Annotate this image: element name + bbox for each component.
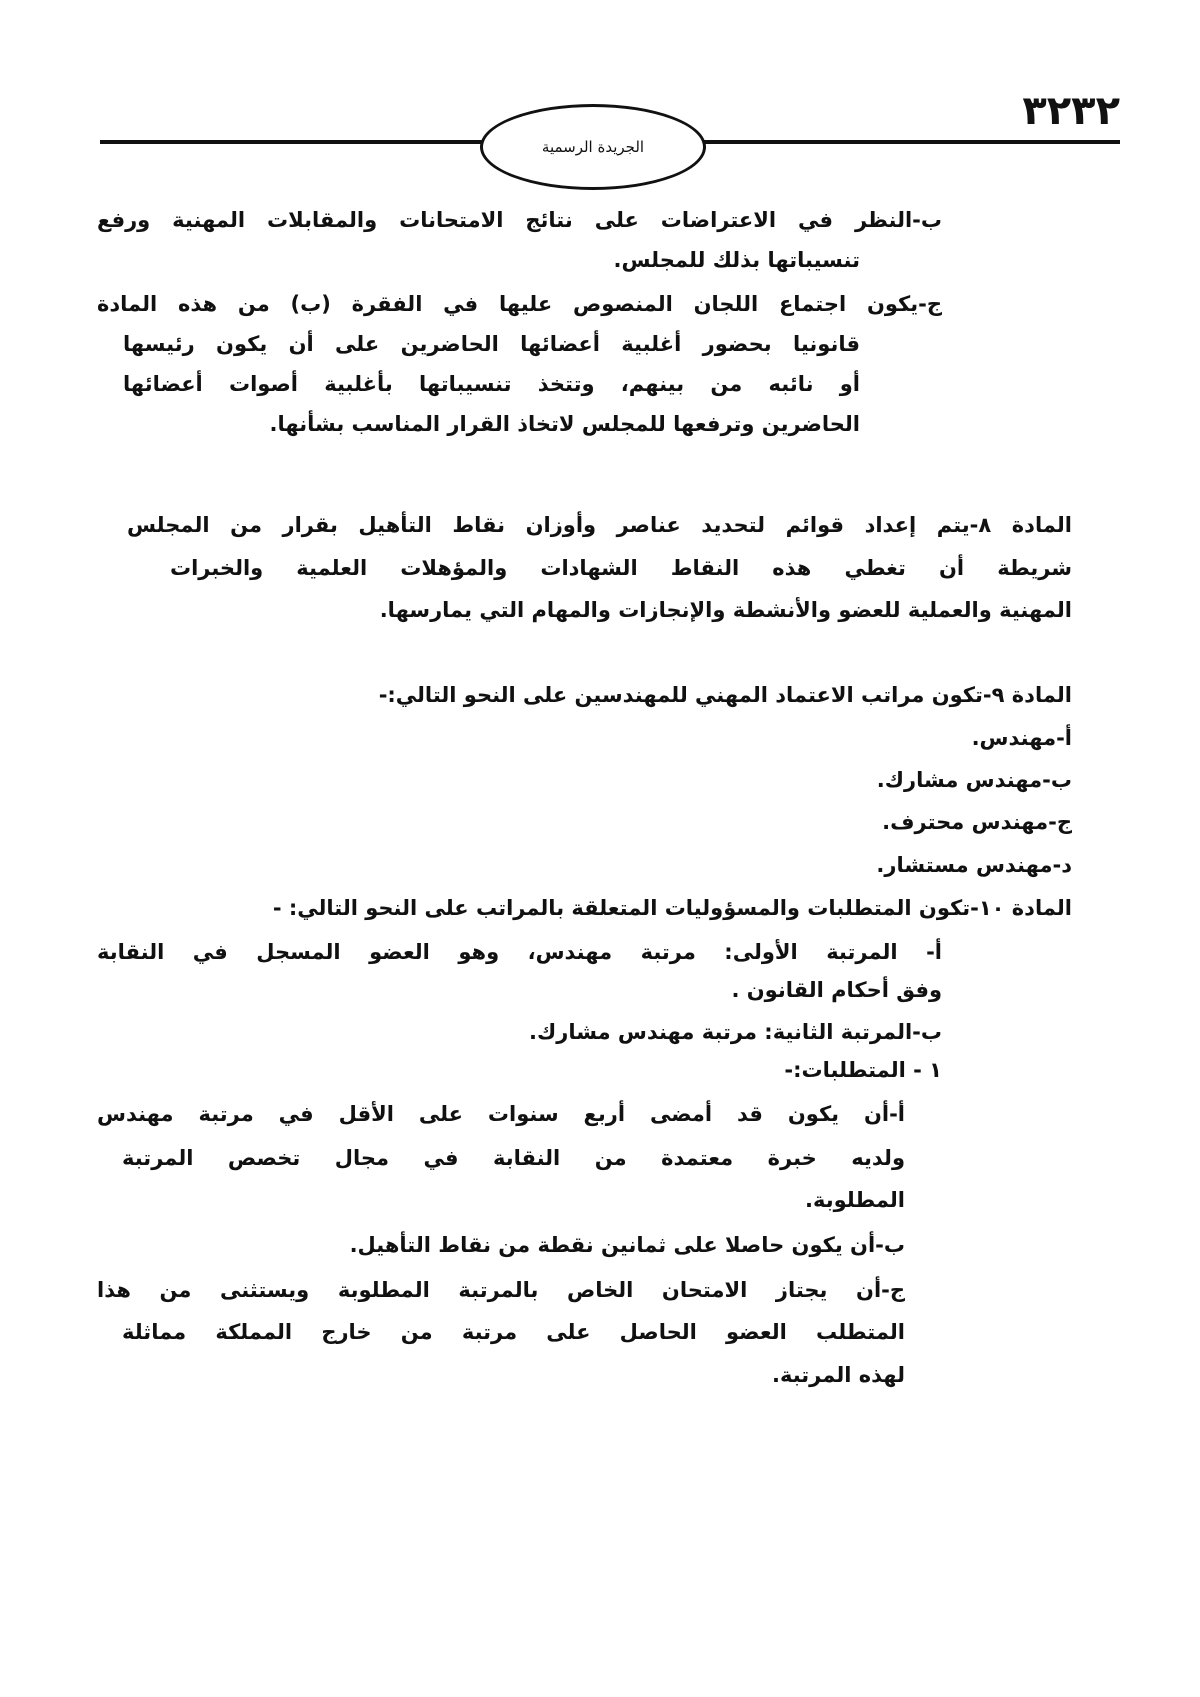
text-line: المادة ٩-تكون مراتب الاعتماد المهني للمهندسين على النحو التالي:- [378,683,1072,707]
text-line: ج-يكون اجتماع اللجان المنصوص عليها في الفقرة (ب) من هذه المادة [97,292,942,316]
text-line: د-مهندس مستشار. [876,853,1072,877]
text-line: ج-مهندس محترف. [882,810,1072,834]
text-line: ب-مهندس مشارك. [876,768,1072,792]
text-line: ولديه خبرة معتمدة من النقابة في مجال تخصص المرتبة [122,1146,905,1170]
text-line: المتطلب العضو الحاصل على مرتبة من خارج المملكة مماثلة [122,1320,905,1344]
text-line: ١ - المتطلبات:- [784,1058,942,1082]
text-line: ب-المرتبة الثانية: مرتبة مهندس مشارك. [529,1020,942,1044]
text-line: ج-أن يجتاز الامتحان الخاص بالمرتبة المطلوبة ويستثنى من هذا [97,1278,905,1302]
text-line: المهنية والعملية للعضو والأنشطة والإنجازات والمهام التي يمارسها. [379,598,1072,622]
text-line: أو نائبه من بينهم، وتتخذ تنسيباتها بأغلبية أصوات أعضائها [123,372,860,396]
text-line: المادة ١٠-تكون المتطلبات والمسؤوليات المتعلقة بالمراتب على النحو التالي: - [272,896,1072,920]
text-line: تنسيباتها بذلك للمجلس. [613,248,860,272]
text-line: قانونيا بحضور أغلبية أعضائها الحاضرين على أن يكون رئيسها [123,332,860,356]
text-line: ب-أن يكون حاصلا على ثمانين نقطة من نقاط التأهيل. [349,1233,905,1257]
gazette-title: الجريدة الرسمية [541,138,645,156]
text-line: شريطة أن تغطي هذه النقاط الشهادات والمؤهلات العلمية والخبرات [170,556,1072,580]
text-line: لهذه المرتبة. [772,1363,905,1387]
gazette-title-ellipse [480,104,706,190]
text-line: أ-أن يكون قد أمضى أربع سنوات على الأقل في مرتبة مهندس [97,1102,905,1126]
text-line: ب-النظر في الاعتراضات على نتائج الامتحانات والمقابلات المهنية ورفع [97,208,942,232]
text-line: أ- المرتبة الأولى: مرتبة مهندس، وهو العضو المسجل في النقابة [97,940,942,964]
text-line: وفق أحكام القانون . [731,978,942,1002]
page-number: ٣٢٣٢ [1022,88,1120,134]
text-line: الحاضرين وترفعها للمجلس لاتخاذ القرار المناسب بشأنها. [269,412,860,436]
text-line: المطلوبة. [805,1188,905,1212]
text-line: أ-مهندس. [971,726,1072,750]
text-line: المادة ٨-يتم إعداد قوائم لتحديد عناصر وأوزان نقاط التأهيل بقرار من المجلس [127,513,1072,537]
